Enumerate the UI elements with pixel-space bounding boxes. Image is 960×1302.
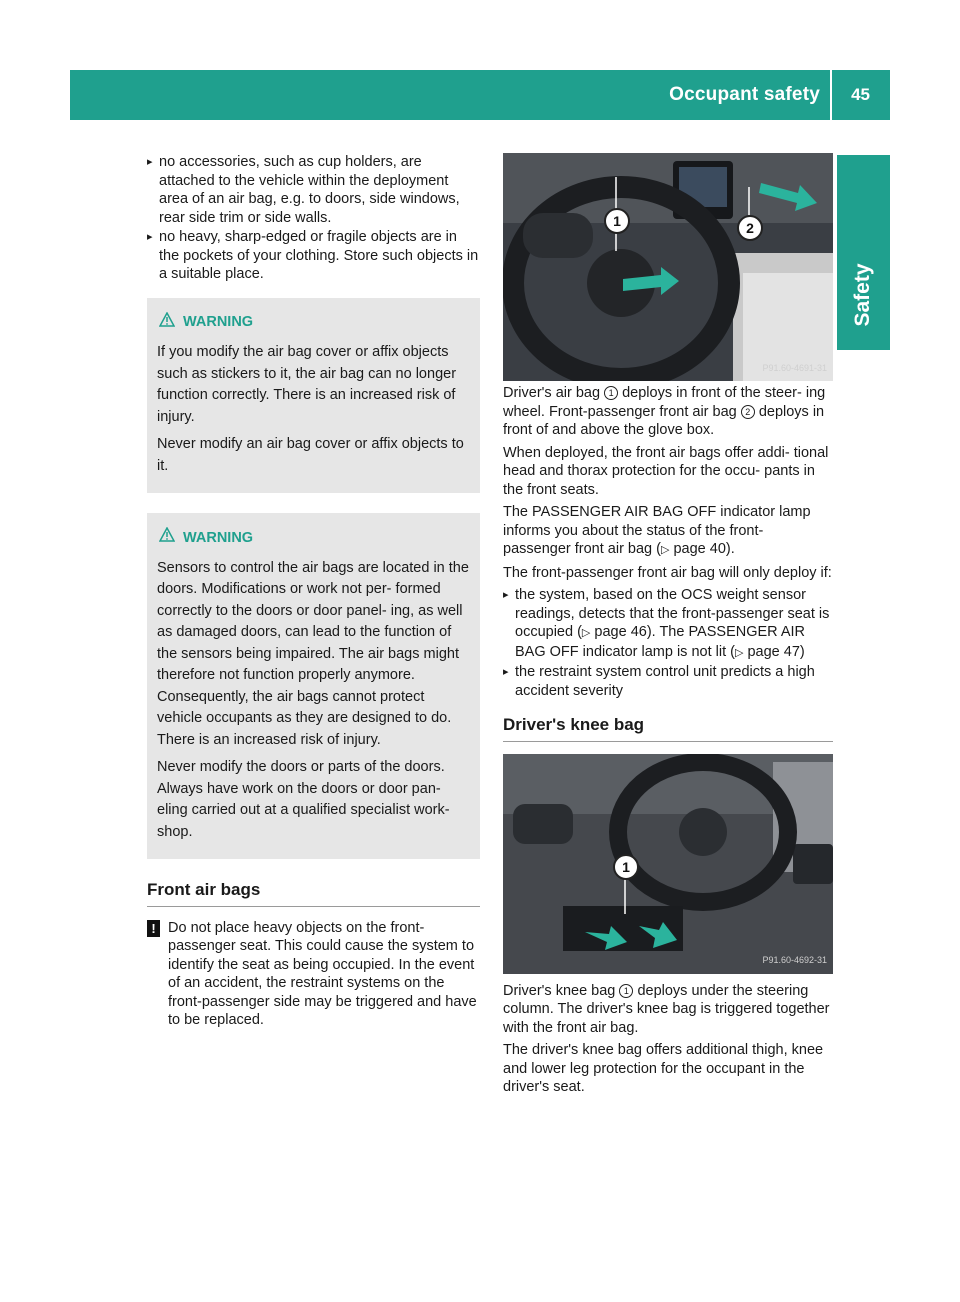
text-span: The PASSENGER AIR BAG OFF indicator lamp informs you about the status of the front- passenger front air bag ( bbox=[503, 504, 811, 557]
warning-heading bbox=[157, 312, 470, 335]
notice-text: Do not place heavy objects on the front- passenger seat. This could cause the system to identify the seat as being occupied. In the event of an accident, the restraint systems on the front-passenger side may be triggered and have to be replaced. bbox=[168, 919, 477, 1028]
page-reference[interactable]: page 40). bbox=[673, 541, 735, 557]
knee-airbag-photo bbox=[503, 754, 833, 974]
page-number: 45 bbox=[851, 85, 870, 104]
paragraph: When deployed, the front air bags offer addi- tional head and thorax protection for the occu- pants in the front seats. bbox=[503, 444, 829, 498]
list-item bbox=[503, 586, 833, 662]
reference-arrow-icon: ▷ bbox=[581, 627, 591, 639]
callout-2: 2 bbox=[737, 215, 763, 241]
text-span: deploys in front of and above the glove box. bbox=[503, 403, 825, 438]
reference-arrow-icon: ▷ bbox=[660, 544, 670, 556]
paragraph bbox=[503, 503, 833, 560]
header-divider bbox=[830, 70, 832, 120]
warning-title: WARNING bbox=[183, 314, 254, 330]
bullet-list bbox=[503, 586, 833, 700]
warning-text: If you modify the air bag cover or affix objects such as stickers to it, the air bag can no longer function correctly. There is an increased risk of injury. bbox=[157, 344, 457, 425]
callout-ref-1: 1 bbox=[619, 984, 633, 998]
paragraph: The driver's knee bag offers additional thigh, knee and lower leg protection for the occupant in the driver's seat. bbox=[503, 1042, 824, 1095]
text-span: deploys in front of the steer- ing wheel. Front-passenger front air bag bbox=[503, 385, 826, 420]
warning-title: WARNING bbox=[183, 529, 254, 546]
paragraph: The front-passenger front air bag will only deploy if: bbox=[503, 564, 832, 581]
notice-box bbox=[147, 919, 480, 1030]
warning-triangle-icon bbox=[159, 312, 175, 335]
text-span: Driver's knee bag bbox=[503, 982, 616, 999]
paragraph bbox=[503, 384, 833, 440]
page-reference[interactable]: page 47) bbox=[747, 643, 805, 660]
list-item: ▸ the restraint system control unit predicts a high accident severity bbox=[503, 663, 833, 700]
text-span: Driver's air bag bbox=[503, 385, 601, 401]
image-code: P91.60-4692-31 bbox=[762, 955, 827, 965]
callout-1: 1 bbox=[604, 208, 630, 234]
warning-text: Never modify an air bag cover or affix objects to it. bbox=[157, 436, 464, 474]
side-tab-label: Safety bbox=[851, 263, 874, 327]
side-tab bbox=[837, 155, 890, 350]
warning-heading bbox=[157, 527, 470, 550]
text-span: deploys under the steering column. The driver's knee bag is triggered together with the front air bag. bbox=[503, 982, 830, 1036]
warning-text: Never modify the doors or parts of the doors. Always have work on the doors or door pan- eling carried out at a qualified specialist work- shop. bbox=[157, 759, 450, 840]
image-code: P91.60-4691-31 bbox=[762, 362, 827, 373]
dashboard-airbag-photo bbox=[503, 153, 833, 381]
bullet-list bbox=[147, 153, 480, 284]
section-heading: Front air bags bbox=[147, 881, 480, 907]
list-item: ▸ no heavy, sharp-edged or fragile objects are in the pockets of your clothing. Store such objects in a suitable place. bbox=[147, 228, 480, 284]
right-column bbox=[503, 153, 833, 1101]
section-title: Occupant safety bbox=[669, 84, 820, 105]
warning-triangle-icon bbox=[159, 527, 175, 550]
reference-arrow-icon: ▷ bbox=[734, 646, 744, 659]
section-heading: Driver's knee bag bbox=[503, 716, 833, 742]
callout-ref-2: 2 bbox=[741, 405, 755, 419]
list-item: ▸ no accessories, such as cup holders, are attached to the vehicle within the deployment area of an air bag, e.g. to doors, side windows, rear side trim or side walls. bbox=[147, 153, 480, 227]
page-reference[interactable]: page 46). The PASSENGER AIR BAG OFF indicator lamp is not lit ( bbox=[515, 624, 806, 660]
paragraph bbox=[503, 982, 833, 1038]
warning-text: Sensors to control the air bags are located in the doors. Modifications or work not per- formed correctly to the doors or door panel- ing, as well as damaged doors, can lead to the function of the sensors being impaired. The air bags might therefore not function properly anymore. Consequently, the air bags cannot protect vehicle occupants as they are designed to do. There is an increased risk of injury. bbox=[157, 559, 469, 748]
header-bar bbox=[70, 70, 890, 120]
callout-ref-1: 1 bbox=[604, 386, 618, 400]
warning-box bbox=[147, 298, 480, 494]
callout-1: 1 bbox=[613, 854, 639, 880]
left-column bbox=[147, 153, 480, 1030]
notice-exclamation-icon: ! bbox=[147, 920, 160, 937]
text-span: the system, based on the OCS weight sensor readings, detects that the front-passenger seat is occupied ( bbox=[515, 587, 830, 640]
warning-box bbox=[147, 513, 480, 859]
